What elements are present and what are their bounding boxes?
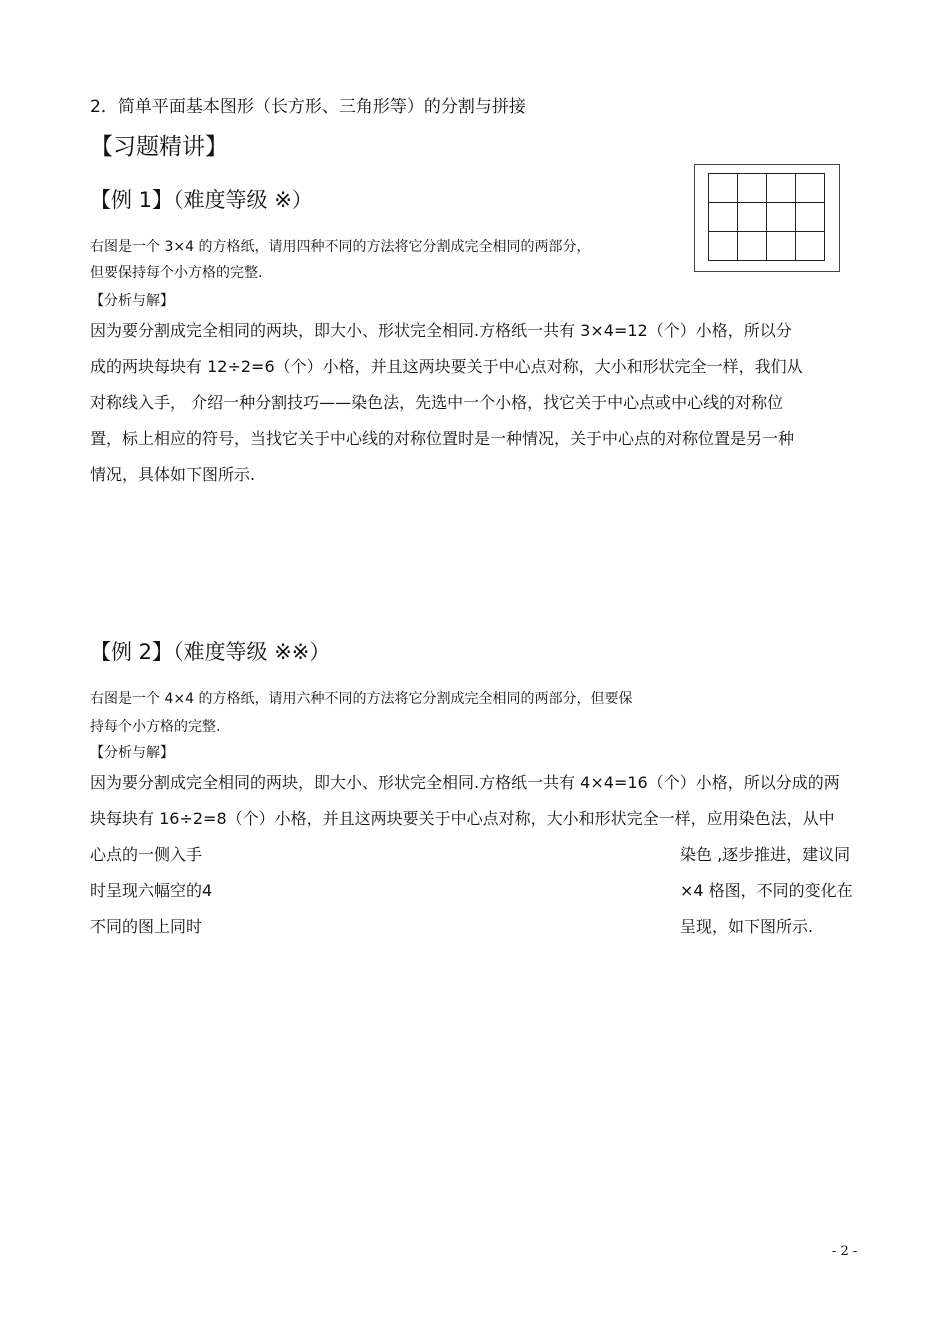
example2-analysis-line: 块每块有 16÷2=8（个）小格，并且这两块要关于中心点对称，大小和形状完全一样，应用染色法，从中: [90, 809, 835, 828]
example2-analysis-right: ×4 格图，不同的变化在: [680, 881, 853, 900]
section-title: 2．简单平面基本图形（长方形、三角形等）的分割与拼接: [90, 97, 526, 117]
example2-problem-line: 持每个小方格的完整.: [90, 719, 221, 735]
example1-analysis-line: 置，标上相应的符号，当找它关于中心线的对称位置时是一种情况，关于中心点的对称位置是另一种: [90, 429, 795, 448]
example1-problem-line: 右图是一个 3×4 的方格纸，请用四种不同的方法将它分割成完全相同的两部分，: [90, 239, 591, 255]
example1-analysis-line: 成的两块每块有 12÷2=6（个）小格，并且这两块要关于中心点对称，大小和形状完全一样，我们从: [90, 357, 803, 376]
page-number: - 2 -: [832, 1244, 858, 1259]
example2-analysis-right: 呈现，如下图所示.: [680, 917, 814, 936]
example1-analysis-line: 情况，具体如下图所示.: [90, 465, 256, 484]
example1-analysis-line: 对称线入手， 介绍一种分割技巧——染色法，先选中一个小格，找它关于中心点或中心线的对称位: [90, 393, 784, 412]
exercise-heading: 【习题精讲】: [90, 134, 228, 160]
example1-problem-line: 但要保持每个小方格的完整.: [90, 265, 263, 281]
example2-analysis-left: 心点的一侧入手: [90, 845, 203, 864]
grid-3x4-figure: [694, 164, 840, 272]
example1-title: 【例 1】（难度等级 ※）: [90, 188, 313, 212]
example2-analysis-left: 不同的图上同时: [90, 917, 203, 936]
example2-analysis-label: 【分析与解】: [90, 745, 174, 761]
grid-3x4: [708, 173, 825, 261]
example2-problem-line: 右图是一个 4×4 的方格纸，请用六种不同的方法将它分割成完全相同的两部分，但要保: [90, 691, 633, 707]
example1-analysis-label: 【分析与解】: [90, 293, 174, 309]
example2-analysis-right: 染色 ,逐步推进，建议同: [680, 845, 851, 864]
example2-analysis-left: 时呈现六幅空的4: [90, 881, 213, 900]
example1-analysis-line: 因为要分割成完全相同的两块，即大小、形状完全相同.方格纸一共有 3×4=12（个）小格，所以分: [90, 321, 792, 340]
example2-title: 【例 2】（难度等级 ※※）: [90, 640, 331, 664]
example2-analysis-line: 因为要分割成完全相同的两块，即大小、形状完全相同.方格纸一共有 4×4=16（个）小格，所以分成的两: [90, 773, 840, 792]
